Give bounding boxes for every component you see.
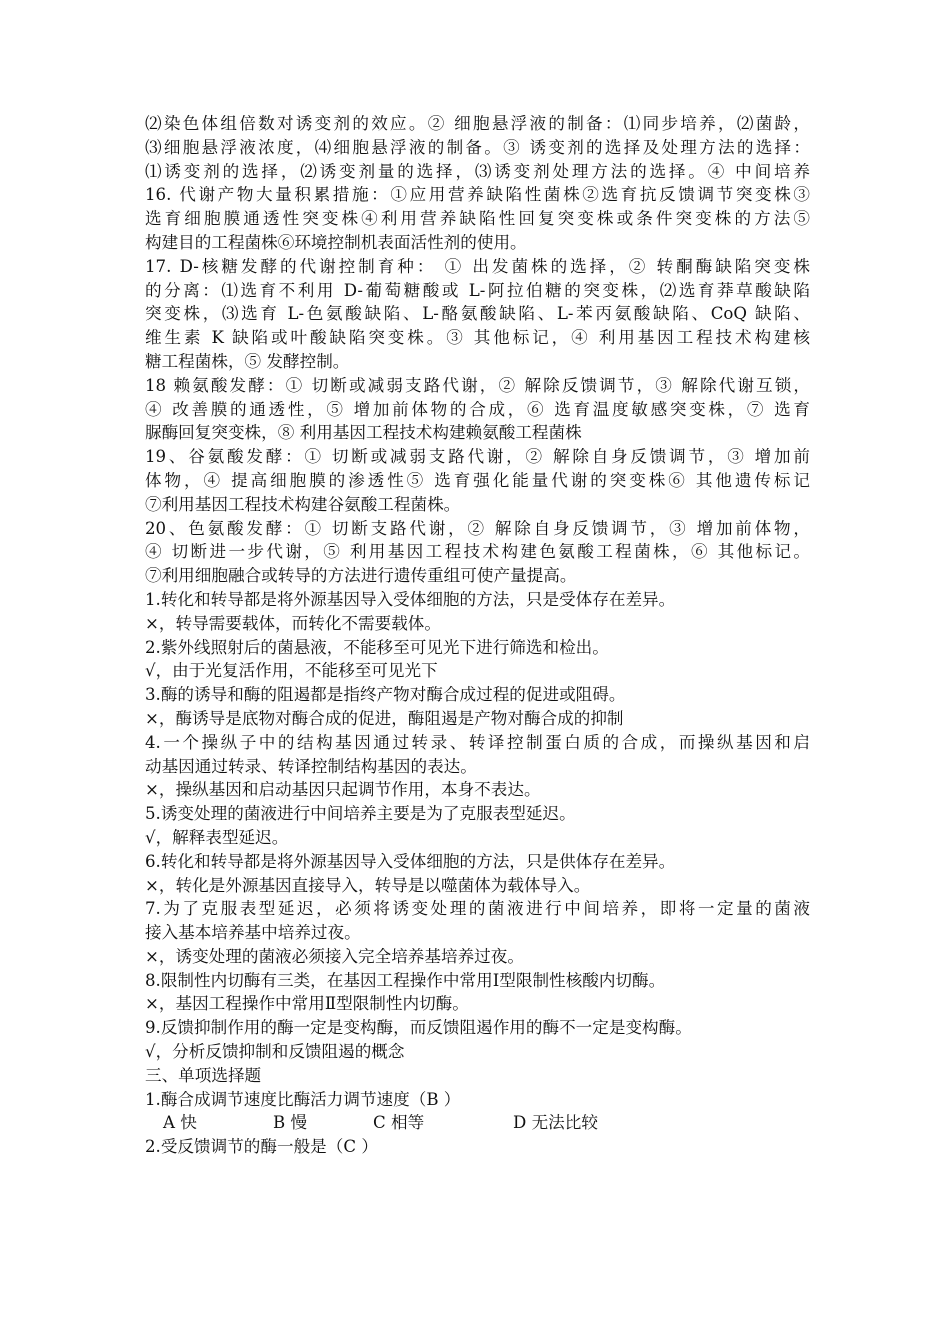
text-line: 糖工程菌株，⑤ 发酵控制。: [145, 351, 350, 371]
text-line: 构建目的工程菌株⑥环境控制机表面活性剂的使用。: [145, 232, 527, 252]
text-line: √，分析反馈抑制和反馈阻遏的概念: [145, 1042, 405, 1062]
question-line: 2.受反馈调节的酶一般是（C ）: [145, 1137, 378, 1157]
text-line: 突变株，⑶选育 L-色氨酸缺陷、L-酪氨酸缺陷、L-苯丙氨酸缺陷、CoQ 缺陷、: [145, 304, 810, 324]
text-line: 8.限制性内切酶有三类，在基因工程操作中常用Ⅰ型限制性核酸内切酶。: [145, 970, 666, 990]
text-line: 18 赖氨酸发酵：① 切断或减弱支路代谢，② 解除反馈调节，③ 解除代谢互锁，: [145, 375, 810, 395]
text-line: ④ 切断进一步代谢，⑤ 利用基因工程技术构建色氨酸工程菌株，⑥ 其他标记。: [145, 542, 810, 562]
text-line: 6.转化和转导都是将外源基因导入受体细胞的方法，只是供体存在差异。: [145, 851, 676, 871]
text-line: 9.反馈抑制作用的酶一定是变构酶，而反馈阻遏作用的酶不一定是变构酶。: [145, 1018, 692, 1038]
text-line: 20、色氨酸发酵：① 切断支路代谢，② 解除自身反馈调节，③ 增加前体物，: [145, 518, 810, 538]
option-b: B 慢: [273, 1113, 308, 1133]
text-line: √，解释表型延迟。: [145, 827, 289, 847]
question-line: 1.酶合成调节速度比酶活力调节速度（B ）: [145, 1089, 461, 1109]
text-line: √，由于光复活作用，不能移至可见光下: [145, 661, 438, 681]
text-line: ⑵染色体组倍数对诱变剂的效应。② 细胞悬浮液的制备：⑴同步培养，⑵菌龄，: [145, 114, 810, 133]
text-line: 动基因通过转录、转译控制结构基因的表达。: [145, 756, 477, 776]
answer-options: [145, 1111, 810, 1135]
text-line: 17. D-核糖发酵的代谢控制育种： ① 出发菌株的选择，② 转酮酶缺陷突变株: [145, 256, 810, 276]
text-line: 维生素 K 缺陷或叶酸缺陷突变株。③ 其他标记，④ 利用基因工程技术构建核: [145, 328, 810, 348]
text-line: 2.紫外线照射后的菌悬液，不能移至可见光下进行筛选和检出。: [145, 637, 609, 657]
text-line: ×，操纵基因和启动基因只起调节作用，本身不表达。: [145, 780, 541, 800]
text-line: 1.转化和转导都是将外源基因导入受体细胞的方法，只是受体存在差异。: [145, 589, 676, 609]
text-line: 的分离：⑴选育不利用 D-葡萄糖酸或 L-阿拉伯糖的突变株，⑵选育莽草酸缺陷: [145, 280, 810, 300]
text-line: ④ 改善膜的通透性，⑤ 增加前体物的合成，⑥ 选育温度敏感突变株，⑦ 选育: [145, 399, 810, 419]
text-line: ×，转化是外源基因直接导入，转导是以噬菌体为载体导入。: [145, 875, 591, 895]
text-line: 7.为了克服表型延迟，必须将诱变处理的菌液进行中间培养，即将一定量的菌液: [145, 899, 810, 919]
text-line: 选育细胞膜通透性突变株④利用营养缺陷性回复突变株或条件突变株的方法⑤: [145, 209, 810, 229]
option-c: C 相等: [373, 1113, 425, 1133]
text-line: 4.一个操纵子中的结构基因通过转录、转译控制蛋白质的合成，而操纵基因和启: [145, 732, 810, 752]
text-line: 16. 代谢产物大量积累措施：①应用营养缺陷性菌株②选育抗反馈调节突变株③: [145, 185, 810, 205]
text-line: ×，酶诱导是底物对酶合成的促进，酶阻遏是产物对酶合成的抑制: [145, 708, 624, 728]
text-line: 体物，④ 提高细胞膜的渗透性⑤ 选育强化能量代谢的突变株⑥ 其他遗传标记: [145, 470, 810, 490]
option-d: D 无法比较: [513, 1113, 598, 1133]
text-line: ⑴诱变剂的选择，⑵诱变剂量的选择，⑶诱变剂处理方法的选择。④ 中间培养: [145, 161, 810, 181]
text-line: ⑦利用细胞融合或转导的方法进行遗传重组可使产量提高。: [145, 566, 577, 586]
option-a: A 快: [163, 1113, 197, 1133]
text-line: ×，基因工程操作中常用Ⅱ型限制性内切酶。: [145, 994, 469, 1014]
text-line: 脲酶回复突变株，⑧ 利用基因工程技术构建赖氨酸工程菌株: [145, 423, 582, 443]
document-page: [145, 112, 810, 1159]
text-line: 5.诱变处理的菌液进行中间培养主要是为了克服表型延迟。: [145, 804, 576, 824]
text-line: 3.酶的诱导和酶的阻遏都是指终产物对酶合成过程的促进或阻碍。: [145, 685, 626, 705]
text-line: 19、谷氨酸发酵：① 切断或减弱支路代谢，② 解除自身反馈调节，③ 增加前: [145, 447, 810, 467]
text-line: 接入基本培养基中培养过夜。: [145, 923, 361, 943]
text-line: ⑦利用基因工程技术构建谷氨酸工程菌株。: [145, 494, 461, 514]
text-line: ×，转导需要载体，而转化不需要载体。: [145, 613, 441, 633]
section-heading: 三、单项选择题: [145, 1065, 262, 1085]
text-line: ⑶细胞悬浮液浓度，⑷细胞悬浮液的制备。③ 诱变剂的选择及处理方法的选择：: [145, 137, 810, 157]
text-line: ×，诱变处理的菌液必须接入完全培养基培养过夜。: [145, 946, 524, 966]
